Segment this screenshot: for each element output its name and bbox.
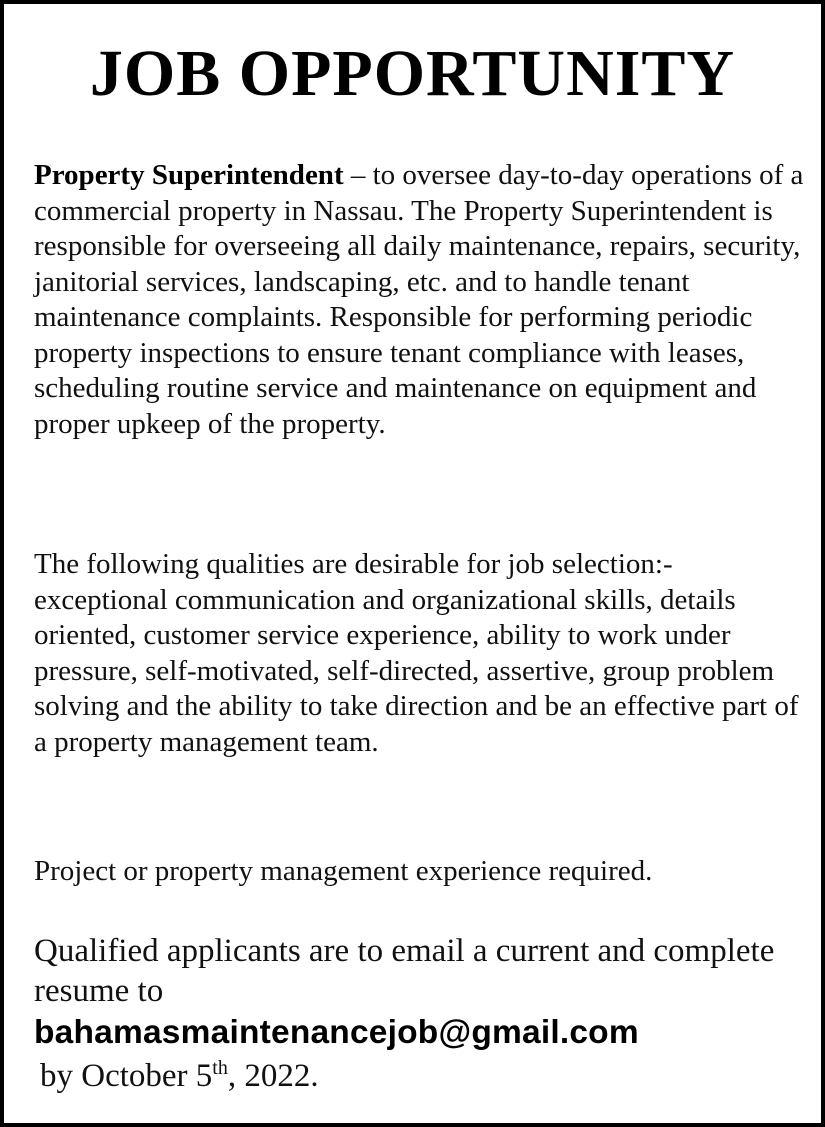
requirement-paragraph: Project or property management experience required.	[34, 855, 653, 887]
apply-instructions-text: Qualified applicants are to email a current and complete resume to	[34, 933, 775, 1009]
ad-title: JOB OPPORTUNITY	[89, 37, 736, 110]
position-description	[34, 158, 807, 442]
position-description-text: – to oversee day-to-day operations of a commercial property in Nassau. The Property Superintendent is responsible for overseeing all daily maintenance, repairs, security, janitorial services, landscaping, etc. and to handle tenant maintenance complaints. Responsible for performing periodic property inspections to ensure tenant compliance with leases, scheduling routine service and maintenance on equipment and proper upkeep of the property.	[34, 159, 804, 440]
deadline-date: by October 5	[40, 1058, 213, 1094]
deadline-ordinal-suffix: th	[212, 1057, 228, 1079]
position-title: Property Superintendent	[34, 159, 344, 191]
contact-email-link[interactable]: bahamasmaintenancejob@gmail.com	[34, 1014, 639, 1051]
application-deadline	[34, 1055, 807, 1097]
deadline-year: , 2022.	[227, 1058, 319, 1094]
qualities-paragraph: The following qualities are desirable for job selection:- exceptional communication and organizational skills, details oriented, customer service experience, ability to work under pressure, self-motivated, self-directed, assertive, group problem solving and the ability to take direction and be an effective part of a property management team.	[34, 548, 799, 758]
application-instructions	[34, 931, 807, 1097]
